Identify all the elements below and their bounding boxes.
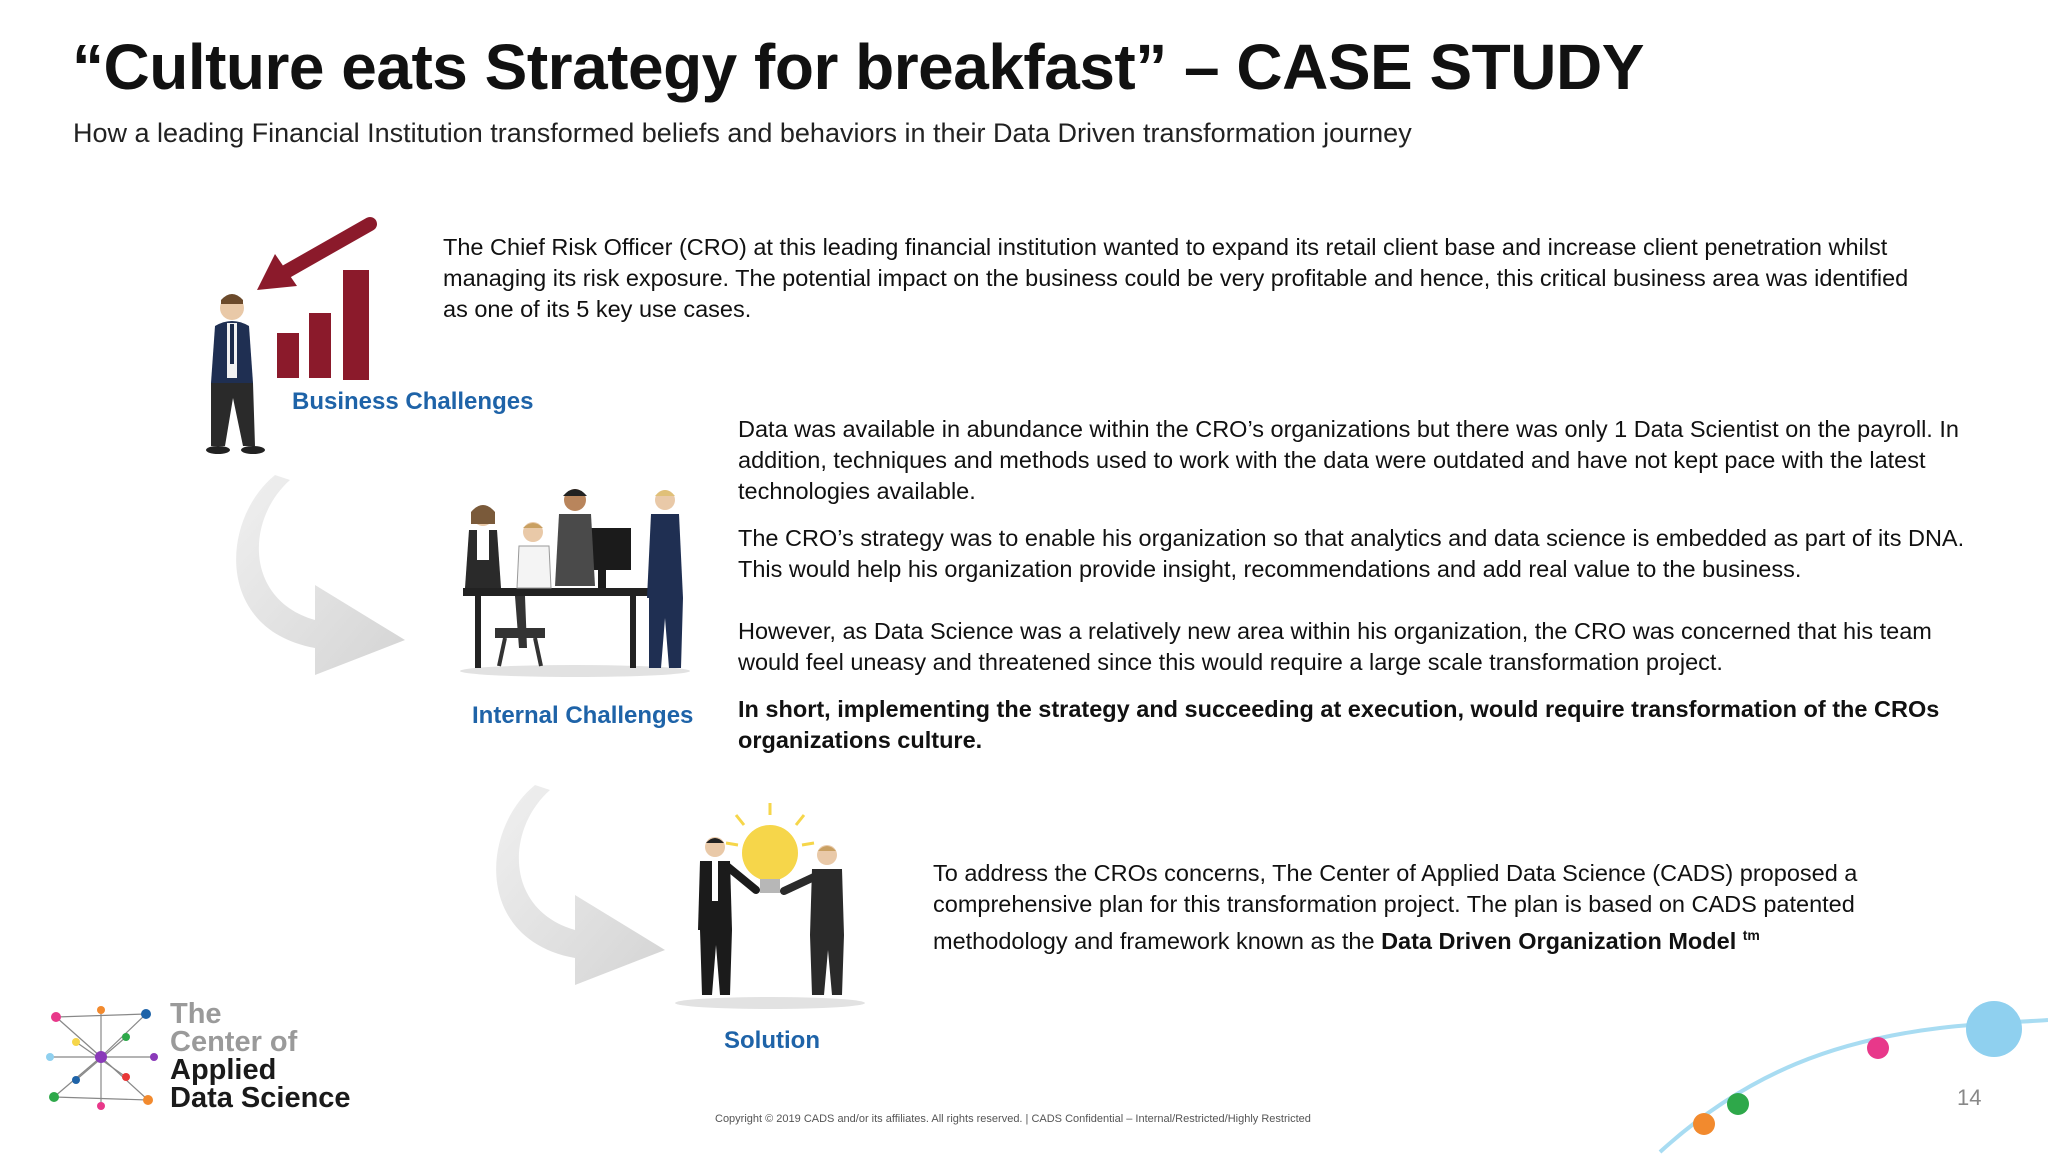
logo-line-2: Center of xyxy=(170,1026,298,1058)
flow-arrow-2 xyxy=(495,780,675,990)
cads-logo xyxy=(46,1000,386,1120)
page-number: 14 xyxy=(1957,1085,1982,1110)
internal-paragraph-2: The CRO’s strategy was to enable his organization so that analytics and data science is embedded as part of its DNA. This would help his organization provide insight, recommendations and add real value to the business. xyxy=(738,525,1965,582)
solution-body: To address the CROs concerns, The Center of Applied Data Science (CADS) proposed a comprehensive plan for this transformation project. The plan is based on CADS patented methodology and framework known as the xyxy=(933,860,1858,954)
solution-paragraph xyxy=(933,858,1933,957)
internal-paragraph-4: In short, implementing the strategy and succeeding at execution, would require transformation of the CROs organizations culture. xyxy=(738,696,1940,753)
team-meeting-icon xyxy=(455,488,695,678)
internal-challenges-label: Internal Challenges xyxy=(472,702,694,729)
network-graph-icon xyxy=(46,1002,158,1114)
solution-illustration xyxy=(670,795,870,1010)
declining-chart-icon xyxy=(205,218,395,463)
page-title: “Culture eats Strategy for breakfast” – CASE STUDY xyxy=(72,31,1644,103)
copyright-footer: Copyright © 2019 CADS and/or its affiliates. All rights reserved. | CADS Confidential – Internal/Restricted/Highly Restricted xyxy=(715,1113,1311,1125)
logo-line-3: Applied xyxy=(170,1054,277,1086)
internal-paragraph-1: Data was available in abundance within the CRO’s organizations but there was only 1 Data Scientist on the payroll. In addition, techniques and methods used to work with the data were outdated and have not kept pace with the latest technologies available. xyxy=(738,416,1959,504)
model-name: Data Driven Organization Model xyxy=(1381,927,1737,954)
curved-arrow-icon xyxy=(495,780,675,990)
lightbulb-idea-icon xyxy=(670,795,870,1010)
internal-challenges-text xyxy=(738,414,1968,756)
business-challenges-label: Business Challenges xyxy=(292,388,534,415)
curved-arrow-icon xyxy=(235,470,415,680)
logo-wordmark xyxy=(170,1000,351,1112)
business-paragraph: The Chief Risk Officer (CRO) at this leading financial institution wanted to expand its retail client base and increase client penetration whilst managing its risk exposure. The potential impact on the business could be very profitable and hence, this critical business area was identified as one of its 5 key use cases. xyxy=(443,234,1909,322)
page-subtitle: How a leading Financial Institution transformed beliefs and behaviors in their Data Driven transformation journey xyxy=(73,118,1412,148)
flow-arrow-1 xyxy=(235,470,415,680)
logo-line-1: The xyxy=(170,998,222,1030)
business-challenges-illustration xyxy=(205,218,395,463)
logo-line-4: Data Science xyxy=(170,1082,351,1114)
trademark-mark: tm xyxy=(1742,927,1760,943)
dotted-curve-graphic xyxy=(1640,990,2048,1152)
decorative-curve xyxy=(1640,990,2048,1152)
solution-label: Solution xyxy=(724,1027,820,1054)
business-challenges-text xyxy=(443,232,1923,325)
solution-text xyxy=(933,858,1933,957)
internal-paragraph-3: However, as Data Science was a relatively new area within his organization, the CRO was concerned that his team would feel uneasy and threatened since this would require a large scale transformation project. xyxy=(738,618,1932,675)
internal-challenges-illustration xyxy=(455,488,695,678)
